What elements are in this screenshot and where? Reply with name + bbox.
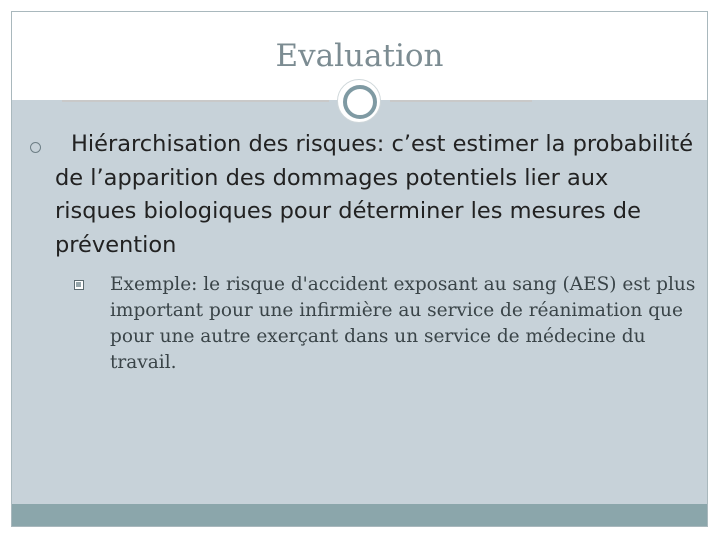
circle-ring-icon: [337, 79, 381, 123]
sub-bullet-text: Exemple: le risque d'accident exposant au sang (AES) est plus important pour une infirmière au service de réanimation que pour une autre exerçant dans un service de médecine du travail.: [110, 274, 696, 373]
square-checkbox-bullet-icon: [74, 280, 84, 290]
slide: [11, 11, 708, 527]
hollow-circle-bullet-icon: [30, 142, 41, 153]
title-divider-left: [62, 100, 329, 102]
footer-bar: [12, 504, 707, 526]
circle-ring-inner: [343, 85, 377, 119]
title-divider-right: [390, 100, 532, 102]
main-bullet-text: Hiérarchisation des risques: c’est estimer la probabilité de l’apparition des dommages potentiels lier aux risques biologiques pour déterminer les mesures de prévention: [55, 131, 694, 258]
slide-title: Evaluation: [275, 38, 444, 74]
